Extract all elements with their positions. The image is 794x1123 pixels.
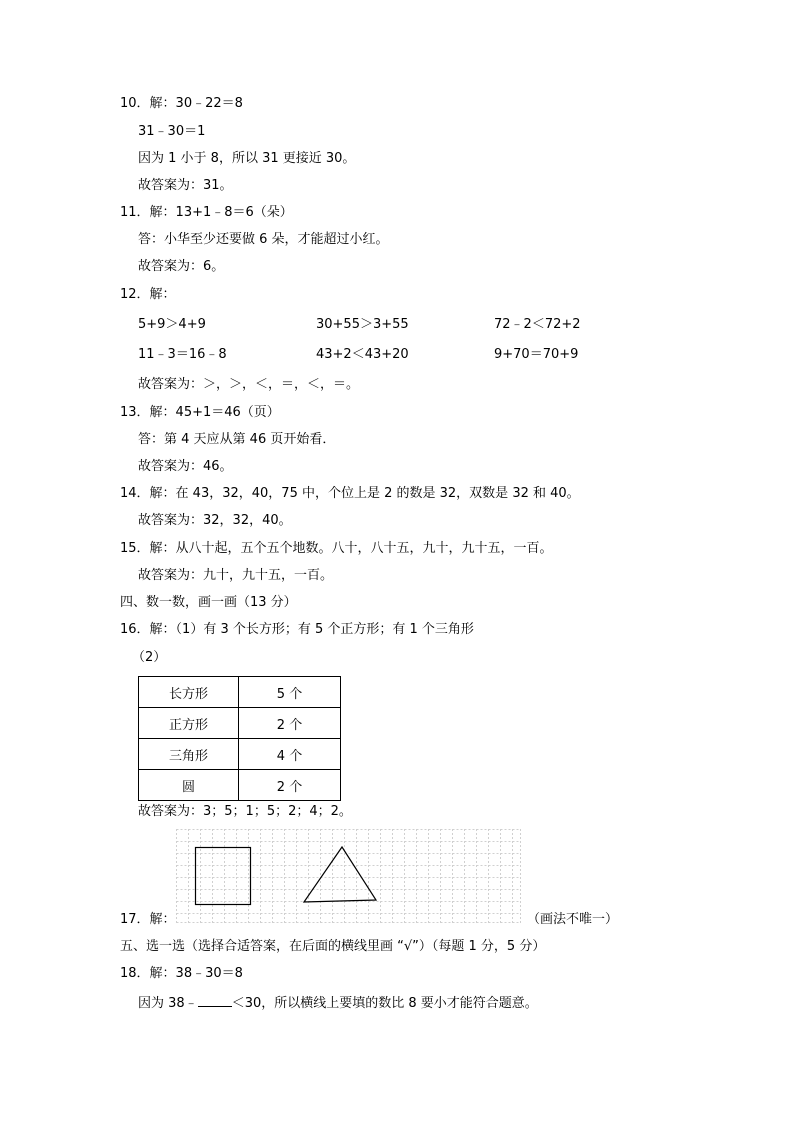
drawing-grid [176,829,521,923]
q12-r2-c1: 11﹣3＝16﹣8 [138,347,227,362]
q14-answer: 故答案为：32，32，40。 [138,513,292,528]
table-cell: 2 个 [239,708,341,739]
q18-line2 [138,994,538,1012]
q15-line1: 15．解：从八十起，五个五个地数。八十，八十五，九十，九十五，一百。 [120,541,553,556]
table-row [139,677,341,708]
q18-line2-end: ＜30，所以横线上要填的数比 8 要小才能符合题意。 [231,996,538,1011]
q18-line1: 18．解：38﹣30＝8 [120,966,243,981]
q11-line2: 答：小华至少还要做 6 朵，才能超过小红。 [138,232,389,247]
q17-note: （画法不唯一） [527,912,619,927]
q12-r2-c3: 9+70＝70+9 [494,347,579,362]
section-4-heading: 四、数一数，画一画（13 分） [120,595,297,610]
q10-answer: 故答案为：31。 [138,178,233,193]
q13-answer: 故答案为：46。 [138,459,233,474]
q10-line3: 因为 1 小于 8，所以 31 更接近 30。 [138,151,356,166]
table-cell: 圆 [139,770,239,801]
q16-line1: 16．解：（1）有 3 个长方形；有 5 个正方形；有 1 个三角形 [120,622,474,637]
q12-r1-c1: 5+9＞4+9 [138,317,206,332]
q12-r1-c2: 30+55＞3+55 [316,317,409,332]
section-5-heading: 五、选一选（选择合适答案，在后面的横线里画 “√”）（每题 1 分，5 分） [120,939,546,954]
table-cell: 三角形 [139,739,239,770]
q11-answer: 故答案为：6。 [138,259,225,274]
table-cell: 长方形 [139,677,239,708]
table-cell: 2 个 [239,770,341,801]
q16-line2: （2） [132,650,167,665]
q18-line2-start: 因为 38﹣ [138,996,198,1011]
q13-line2: 答：第 4 天应从第 46 页开始看． [138,432,336,447]
q13-line1: 13．解：45+1＝46（页） [120,405,280,420]
table-row [139,739,341,770]
drawn-triangle [304,847,376,902]
table-cell: 4 个 [239,739,341,770]
grid-lines [177,829,521,923]
drawn-rectangle [196,848,251,905]
q10-line2: 31﹣30＝1 [138,124,206,139]
q11-line1: 11．解：13+1﹣8＝6（朵） [120,205,293,220]
q12-answer: 故答案为：＞，＞，＜，＝，＜，＝。 [138,377,360,392]
q12-r1-c3: 72﹣2＜72+2 [494,317,581,332]
q12-line1: 12．解： [120,287,176,302]
q15-answer: 故答案为：九十，九十五，一百。 [138,568,334,583]
q14-line1: 14．解：在 43，32，40，75 中，个位上是 2 的数是 32，双数是 32 和 40。 [120,486,580,501]
shape-count-table [138,676,341,801]
answer-blank [198,994,232,1007]
q12-r2-c2: 43+2＜43+20 [316,347,409,362]
table-cell: 正方形 [139,708,239,739]
table-row [139,708,341,739]
q17-label: 17．解： [120,912,176,927]
q10-line1: 10．解：30﹣22＝8 [120,96,243,111]
q16-answer: 故答案为：3；5；1；5；2；4；2。 [138,804,352,819]
table-row [139,770,341,801]
table-cell: 5 个 [239,677,341,708]
